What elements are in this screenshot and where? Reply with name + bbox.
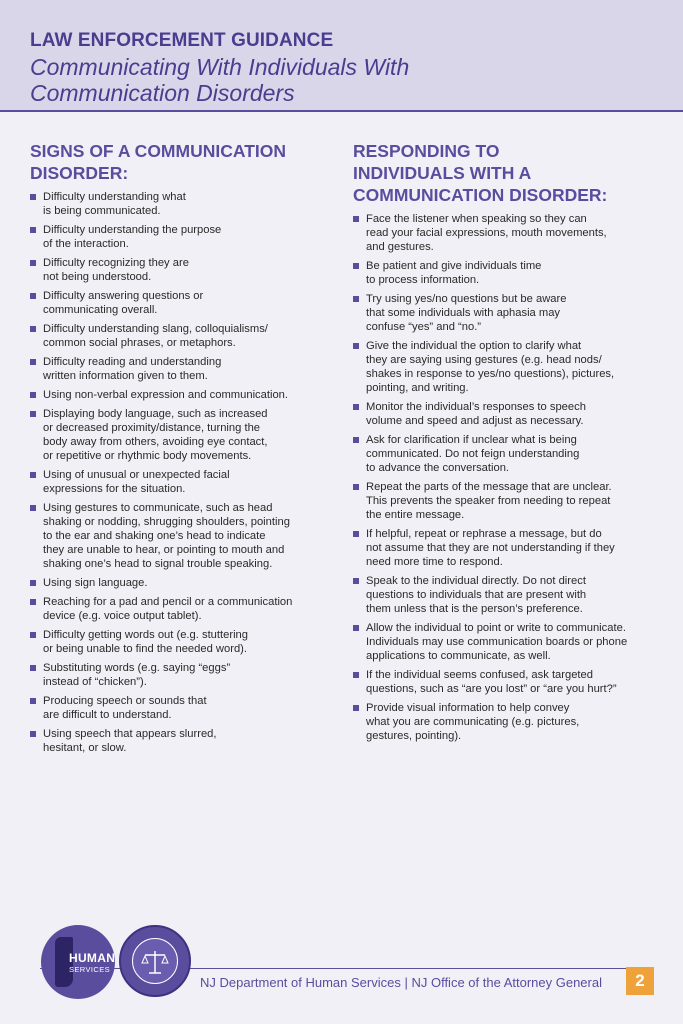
square-bullet-icon [30,392,36,398]
list-item-text: Producing speech or sounds that are difficult to understand. [43,695,207,721]
square-bullet-icon [353,705,359,711]
footer-attribution: NJ Department of Human Services | NJ Office of the Attorney General [200,975,602,990]
responding-list [353,212,658,743]
list-item-text: Difficulty getting words out (e.g. stuttering or being unable to find the needed word). [43,629,248,655]
page-header [0,0,683,112]
square-bullet-icon [30,326,36,332]
list-item-text: Allow the individual to point or write to communicate. Individuals may use communication boards or phone applications to communicate, as well. [366,622,628,662]
sign-list-item [30,223,330,251]
square-bullet-icon [353,531,359,537]
list-item-text: Substituting words (e.g. saying “eggs” instead of “chicken”). [43,662,231,688]
square-bullet-icon [30,411,36,417]
sign-list-item [30,595,330,623]
sign-list-item [30,388,330,402]
responding-heading: RESPONDING TO INDIVIDUALS WITH A COMMUNICATION DISORDER: [353,141,608,205]
square-bullet-icon [30,698,36,704]
sign-list-item [30,501,330,571]
list-item-text: Ask for clarification if unclear what is being communicated. Do not feign understanding to advance the conversation. [366,434,580,474]
list-item-text: Monitor the individual’s responses to speech volume and speed and adjust as necessary. [366,401,586,427]
list-item-text: Provide visual information to help convey what you are communicating (e.g. pictures, gestures, pointing). [366,702,580,742]
square-bullet-icon [30,359,36,365]
sign-list-item [30,694,330,722]
square-bullet-icon [353,437,359,443]
attorney-general-seal [119,925,191,997]
sign-list-item [30,727,330,755]
square-bullet-icon [353,625,359,631]
square-bullet-icon [30,632,36,638]
response-list-item [353,292,658,334]
sign-list-item [30,407,330,463]
response-list-item [353,212,658,254]
list-item-text: Repeat the parts of the message that are unclear. This prevents the speaker from needing to repeat the entire message. [366,481,612,521]
sign-list-item [30,576,330,590]
square-bullet-icon [353,216,359,222]
human-services-logo [41,925,115,999]
list-item-text: Using speech that appears slurred, hesitant, or slow. [43,728,217,754]
list-item-text: Difficulty understanding what is being communicated. [43,191,186,217]
list-item-text: Try using yes/no questions but be aware that some individuals with aphasia may confuse “yes” and “no.” [366,293,567,333]
sign-list-item [30,468,330,496]
square-bullet-icon [353,296,359,302]
signs-column [30,140,330,760]
list-item-text: Difficulty answering questions or communicating overall. [43,290,204,316]
list-item-text: Displaying body language, such as increased or decreased proximity/distance, turning the body away from others, avoiding eye contact, or repetitive or rhythmic body movements. [43,408,268,462]
square-bullet-icon [353,263,359,269]
sign-list-item [30,628,330,656]
header-title-line1: Communicating With Individuals With [30,54,410,80]
square-bullet-icon [353,578,359,584]
square-bullet-icon [30,599,36,605]
response-list-item [353,527,658,569]
sign-list-item [30,322,330,350]
list-item-text: Using gestures to communicate, such as head shaking or nodding, shrugging shoulders, pointing to the ear and shaking one’s head to indicate they are unable to hear, or pointing to mouth and shaking one’s head to signal trouble speaking. [43,502,290,570]
response-list-item [353,574,658,616]
page-number-badge: 2 [626,967,654,995]
square-bullet-icon [30,472,36,478]
response-list-item [353,400,658,428]
list-item-text: Be patient and give individuals time to process information. [366,260,542,286]
square-bullet-icon [353,404,359,410]
square-bullet-icon [30,293,36,299]
response-list-item [353,668,658,696]
list-item-text: If the individual seems confused, ask targeted questions, such as “are you lost” or “are you hurt?” [366,669,617,695]
response-list-item [353,701,658,743]
header-kicker: LAW ENFORCEMENT GUIDANCE [30,30,334,51]
header-title-line2: Communication Disorders [30,80,295,106]
list-item-text: Difficulty understanding the purpose of the interaction. [43,224,222,250]
response-list-item [353,621,658,663]
list-item-text: If helpful, repeat or rephrase a message, but do not assume that they are not understanding if they need more time to respond. [366,528,615,568]
list-item-text: Difficulty recognizing they are not being understood. [43,257,189,283]
square-bullet-icon [353,484,359,490]
square-bullet-icon [353,672,359,678]
list-item-text: Difficulty reading and understanding written information given to them. [43,356,222,382]
list-item-text: Using sign language. [43,577,148,589]
signs-list [30,190,330,755]
response-list-item [353,480,658,522]
square-bullet-icon [30,505,36,511]
square-bullet-icon [30,260,36,266]
square-bullet-icon [30,580,36,586]
logo-text-human: HUMAN [69,951,116,965]
square-bullet-icon [353,343,359,349]
signs-heading: SIGNS OF A COMMUNICATION DISORDER: [30,141,287,183]
list-item-text: Using non-verbal expression and communication. [43,389,289,401]
square-bullet-icon [30,227,36,233]
list-item-text: Reaching for a pad and pencil or a communication device (e.g. voice output tablet). [43,596,293,622]
response-list-item [353,259,658,287]
sign-list-item [30,355,330,383]
list-item-text: Speak to the individual directly. Do not direct questions to individuals that are present with them unless that is the person’s preference. [366,575,587,615]
response-list-item [353,433,658,475]
response-list-item [353,339,658,395]
responding-column [353,140,658,748]
list-item-text: Face the listener when speaking so they can read your facial expressions, mouth movements, and gestures. [366,213,607,253]
scales-of-justice-icon [121,927,193,999]
square-bullet-icon [30,731,36,737]
list-item-text: Give the individual the option to clarify what they are saying using gestures (e.g. head nods/ shakes in response to yes/no questions), pictures, pointing, and writing. [366,340,615,394]
list-item-text: Using of unusual or unexpected facial expressions for the situation. [43,469,230,495]
sign-list-item [30,289,330,317]
square-bullet-icon [30,194,36,200]
sign-list-item [30,256,330,284]
list-item-text: Difficulty understanding slang, colloquialisms/ common social phrases, or metaphors. [43,323,268,349]
sign-list-item [30,190,330,218]
sign-list-item [30,661,330,689]
logo-text-services: SERVICES [69,965,110,974]
square-bullet-icon [30,665,36,671]
